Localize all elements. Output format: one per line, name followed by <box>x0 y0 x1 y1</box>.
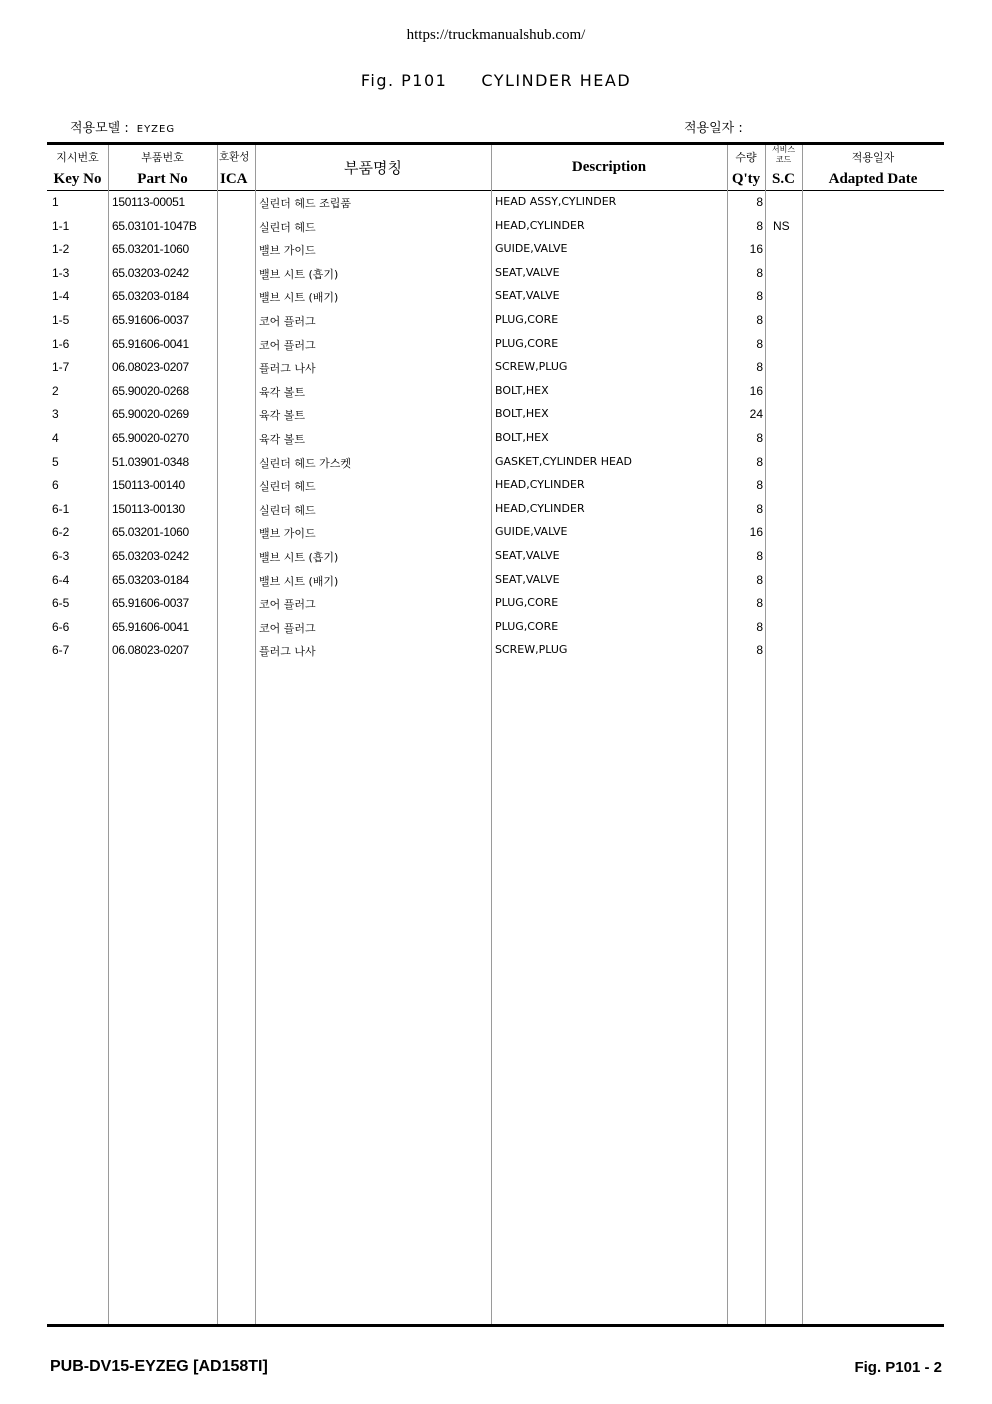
description-cell: GUIDE,VALVE <box>495 242 568 256</box>
table-row <box>47 474 944 498</box>
part-name-cell: 밸브 시트 (흡기) <box>259 267 339 281</box>
header-part-name <box>255 145 491 190</box>
qty-cell: 8 <box>756 643 763 658</box>
part-name-cell: 밸브 시트 (배기) <box>259 291 339 305</box>
part-no-cell: 65.03101-1047B <box>112 218 197 233</box>
part-name-cell: 실린더 헤드 <box>259 480 316 494</box>
part-name-cell: 코어 플러그 <box>259 338 316 352</box>
service-code-cell: NS <box>773 218 790 233</box>
publication-code: PUB-DV15-EYZEG [AD158TI] <box>50 1358 268 1375</box>
key-no-cell: 6-5 <box>52 596 70 611</box>
qty-cell: 8 <box>756 312 763 327</box>
table-row <box>47 215 944 239</box>
header-service-code-en: S.C <box>772 171 795 187</box>
qty-cell: 8 <box>756 289 763 304</box>
description-cell: HEAD,CYLINDER <box>495 218 585 232</box>
part-no-cell: 150113-00051 <box>112 195 185 209</box>
description-cell: BOLT,HEX <box>495 430 549 444</box>
source-url: https://truckmanualshub.com/ <box>406 27 586 43</box>
key-no-cell: 6 <box>52 478 59 493</box>
part-name-cell: 플러그 나사 <box>259 645 316 659</box>
part-no-cell: 65.91606-0037 <box>112 312 189 327</box>
description-cell: SEAT,VALVE <box>495 572 560 586</box>
table-row <box>47 521 944 545</box>
header-description <box>491 145 727 190</box>
table-row <box>47 569 944 593</box>
qty-cell: 8 <box>756 572 763 587</box>
part-no-cell: 65.03203-0184 <box>112 572 189 587</box>
header-description-en: Description <box>571 159 647 175</box>
header-qty <box>727 145 765 190</box>
description-cell: PLUG,CORE <box>495 312 559 326</box>
key-no-cell: 5 <box>52 454 59 469</box>
description-cell: GASKET,CYLINDER HEAD <box>495 454 632 468</box>
figure-title: CYLINDER HEAD <box>481 71 632 90</box>
qty-cell: 8 <box>756 430 763 445</box>
qty-cell: 8 <box>756 195 763 209</box>
description-cell: PLUG,CORE <box>495 336 559 350</box>
table-row <box>47 451 944 475</box>
table-bottom-rule <box>47 1324 944 1327</box>
part-no-cell: 65.03201-1060 <box>112 525 189 540</box>
key-no-cell: 1-2 <box>52 242 70 257</box>
part-no-cell: 06.08023-0207 <box>112 360 189 375</box>
part-name-cell: 밸브 시트 (배기) <box>259 574 339 588</box>
key-no-cell: 1-1 <box>52 218 70 233</box>
table-row <box>47 545 944 569</box>
part-name-cell: 실린더 헤드 가스켓 <box>259 456 352 470</box>
description-cell: SEAT,VALVE <box>495 548 560 562</box>
part-name-cell: 실린더 헤드 <box>259 503 316 517</box>
header-key-no <box>47 145 108 190</box>
key-no-cell: 4 <box>52 430 59 445</box>
table-row <box>47 498 944 522</box>
table-row <box>47 403 944 427</box>
table-row <box>47 309 944 333</box>
part-name-cell: 밸브 시트 (흡기) <box>259 550 339 564</box>
header-service-code-ko: 서비스 코드 <box>771 145 796 164</box>
part-name-cell: 육각 볼트 <box>259 385 306 399</box>
header-ica-en: ICA <box>220 171 248 187</box>
table-row <box>47 356 944 380</box>
qty-cell: 8 <box>756 360 763 375</box>
description-cell: BOLT,HEX <box>495 407 549 421</box>
qty-cell: 8 <box>756 501 763 516</box>
description-cell: HEAD,CYLINDER <box>495 501 585 515</box>
qty-cell: 8 <box>756 548 763 563</box>
key-no-cell: 1-4 <box>52 289 70 304</box>
part-name-cell: 실린더 헤드 조립품 <box>259 197 352 210</box>
part-no-cell: 150113-00130 <box>112 501 185 516</box>
part-name-cell: 코어 플러그 <box>259 314 316 328</box>
part-name-cell: 육각 볼트 <box>259 409 306 423</box>
part-no-cell: 51.03901-0348 <box>112 454 189 469</box>
part-name-cell: 코어 플러그 <box>259 598 316 612</box>
model-label: 적용모델 : <box>70 121 129 136</box>
table-row <box>47 285 944 309</box>
key-no-cell: 3 <box>52 407 59 422</box>
part-no-cell: 65.90020-0270 <box>112 430 189 445</box>
header-qty-ko: 수량 <box>735 151 757 164</box>
applicable-date <box>684 117 743 136</box>
part-no-cell: 06.08023-0207 <box>112 643 189 658</box>
key-no-cell: 6-4 <box>52 572 70 587</box>
page-number: Fig. P101 - 2 <box>854 1359 942 1376</box>
table-row <box>47 616 944 640</box>
page-title <box>0 71 992 90</box>
part-name-cell: 밸브 가이드 <box>259 244 316 258</box>
key-no-cell: 6-3 <box>52 548 70 563</box>
figure-number: Fig. P101 <box>360 71 448 90</box>
key-no-cell: 1-3 <box>52 265 70 280</box>
table-row <box>47 262 944 286</box>
part-no-cell: 65.03203-0242 <box>112 265 189 280</box>
key-no-cell: 1-5 <box>52 312 70 327</box>
header-service-code <box>765 145 802 190</box>
table-row <box>47 427 944 451</box>
header-adapted-date-ko: 적용일자 <box>851 151 895 164</box>
header-adapted-date <box>802 145 944 190</box>
part-no-cell: 65.03203-0184 <box>112 289 189 304</box>
header-qty-en: Q'ty <box>731 171 761 187</box>
table-row <box>47 238 944 262</box>
qty-cell: 8 <box>756 336 763 351</box>
qty-cell: 24 <box>749 407 763 422</box>
description-cell: SEAT,VALVE <box>495 289 560 303</box>
parts-table-body <box>47 191 944 663</box>
description-cell: BOLT,HEX <box>495 383 549 397</box>
qty-cell: 8 <box>756 454 763 469</box>
key-no-cell: 1-6 <box>52 336 70 351</box>
qty-cell: 16 <box>749 383 763 398</box>
part-no-cell: 65.91606-0041 <box>112 619 189 634</box>
description-cell: HEAD,CYLINDER <box>495 478 585 492</box>
description-cell: PLUG,CORE <box>495 596 559 610</box>
key-no-cell: 1-7 <box>52 360 70 375</box>
table-row <box>47 333 944 357</box>
key-no-cell: 1 <box>52 195 59 209</box>
header-ica-ko: 호환성 <box>219 151 250 163</box>
description-cell: SCREW,PLUG <box>495 643 568 657</box>
table-row <box>47 639 944 663</box>
header-adapted-date-en: Adapted Date <box>828 171 918 187</box>
header-part-no <box>108 145 217 190</box>
part-name-cell: 코어 플러그 <box>259 621 316 635</box>
part-name-cell: 밸브 가이드 <box>259 527 316 541</box>
qty-cell: 8 <box>756 218 763 233</box>
part-no-cell: 150113-00140 <box>112 478 185 493</box>
table-row <box>47 191 944 215</box>
table-row <box>47 380 944 404</box>
header-part-no-ko: 부품번호 <box>141 151 184 164</box>
date-label: 적용일자 : <box>684 121 743 136</box>
key-no-cell: 6-6 <box>52 619 70 634</box>
qty-cell: 8 <box>756 265 763 280</box>
description-cell: PLUG,CORE <box>495 619 559 633</box>
key-no-cell: 6-2 <box>52 525 70 540</box>
qty-cell: 16 <box>749 525 763 540</box>
description-cell: SEAT,VALVE <box>495 265 560 279</box>
key-no-cell: 2 <box>52 383 59 398</box>
key-no-cell: 6-1 <box>52 501 70 516</box>
part-no-cell: 65.03201-1060 <box>112 242 189 257</box>
part-name-cell: 육각 볼트 <box>259 432 306 446</box>
part-no-cell: 65.90020-0268 <box>112 383 189 398</box>
description-cell: GUIDE,VALVE <box>495 525 568 539</box>
description-cell: HEAD ASSY,CYLINDER <box>495 195 617 208</box>
part-no-cell: 65.91606-0041 <box>112 336 189 351</box>
model-value: EYZEG <box>136 124 176 135</box>
qty-cell: 8 <box>756 478 763 493</box>
description-cell: SCREW,PLUG <box>495 360 568 374</box>
header-part-no-en: Part No <box>137 171 188 187</box>
header-ica <box>217 145 255 190</box>
part-no-cell: 65.91606-0037 <box>112 596 189 611</box>
header-key-no-en: Key No <box>53 171 102 187</box>
header-part-name-ko: 부품명칭 <box>344 159 402 177</box>
qty-cell: 8 <box>756 596 763 611</box>
part-name-cell: 실린더 헤드 <box>259 220 316 234</box>
header-key-no-ko: 지시번호 <box>56 151 99 164</box>
table-row <box>47 592 944 616</box>
part-no-cell: 65.90020-0269 <box>112 407 189 422</box>
qty-cell: 8 <box>756 619 763 634</box>
part-no-cell: 65.03203-0242 <box>112 548 189 563</box>
key-no-cell: 6-7 <box>52 643 70 658</box>
applicable-model <box>70 117 175 136</box>
qty-cell: 16 <box>749 242 763 257</box>
part-name-cell: 플러그 나사 <box>259 362 316 376</box>
